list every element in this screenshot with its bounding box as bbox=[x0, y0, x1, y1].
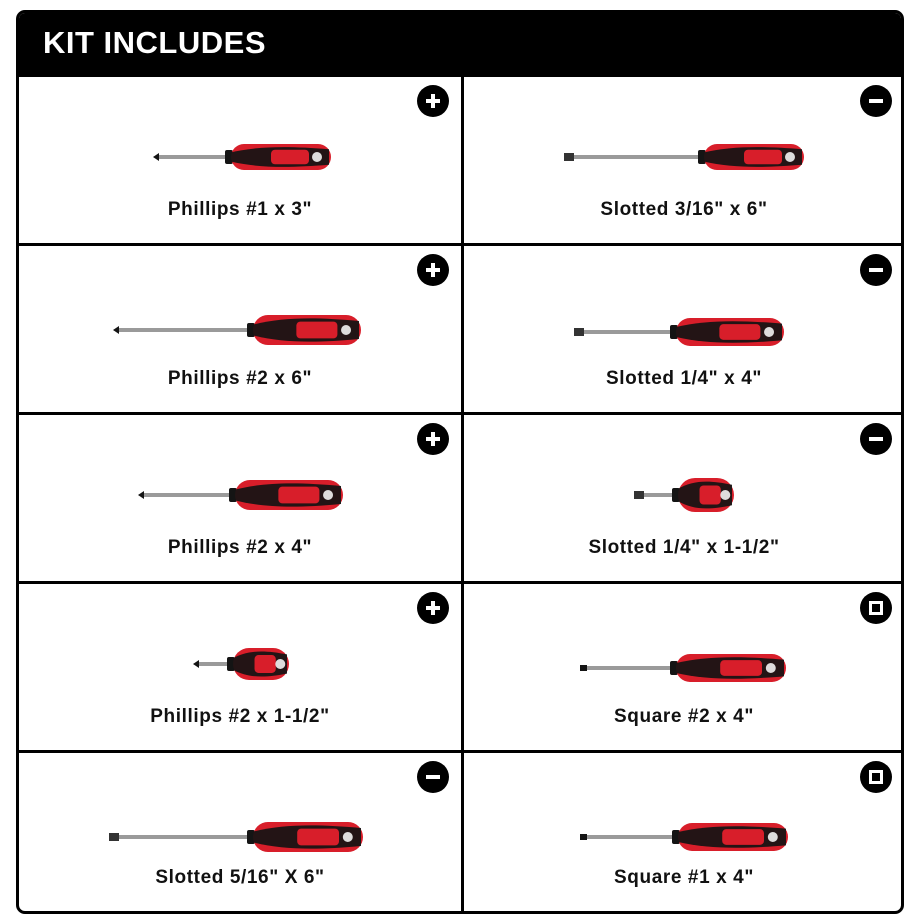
row-divider bbox=[19, 412, 901, 415]
item-label: Slotted 1/4" x 4" bbox=[606, 368, 762, 389]
kit-item bbox=[464, 753, 904, 911]
item-label: Slotted 3/16" x 6" bbox=[600, 199, 768, 220]
kit-item bbox=[464, 77, 904, 243]
kit-item bbox=[19, 415, 461, 581]
kit-item bbox=[19, 753, 461, 911]
plus-icon bbox=[417, 85, 449, 117]
kit-item bbox=[19, 246, 461, 412]
row-divider bbox=[19, 750, 901, 753]
item-label: Slotted 5/16" X 6" bbox=[155, 867, 325, 888]
item-label: Phillips #2 x 4" bbox=[167, 537, 313, 558]
square-icon bbox=[860, 592, 892, 624]
plus-icon bbox=[417, 592, 449, 624]
item-label: Square #1 x 4" bbox=[614, 867, 754, 888]
minus-icon bbox=[860, 254, 892, 286]
header-title: KIT INCLUDES bbox=[43, 25, 266, 60]
plus-icon bbox=[417, 254, 449, 286]
column-divider bbox=[461, 77, 464, 911]
kit-includes-panel bbox=[16, 10, 904, 914]
item-label: Square #2 x 4" bbox=[614, 706, 754, 727]
item-label: Phillips #2 x 1-1/2" bbox=[150, 706, 330, 727]
kit-item bbox=[19, 584, 461, 750]
plus-icon bbox=[417, 423, 449, 455]
minus-icon bbox=[417, 761, 449, 793]
square-icon bbox=[860, 761, 892, 793]
kit-item bbox=[464, 584, 904, 750]
row-divider bbox=[19, 581, 901, 584]
minus-icon bbox=[860, 85, 892, 117]
kit-item bbox=[19, 77, 461, 243]
header-bar bbox=[19, 13, 901, 77]
item-label: Slotted 1/4" x 1-1/2" bbox=[588, 537, 780, 558]
row-divider bbox=[19, 243, 901, 246]
item-label: Phillips #1 x 3" bbox=[167, 199, 313, 220]
kit-item bbox=[464, 246, 904, 412]
kit-item bbox=[464, 415, 904, 581]
item-label: Phillips #2 x 6" bbox=[167, 368, 313, 389]
minus-icon bbox=[860, 423, 892, 455]
